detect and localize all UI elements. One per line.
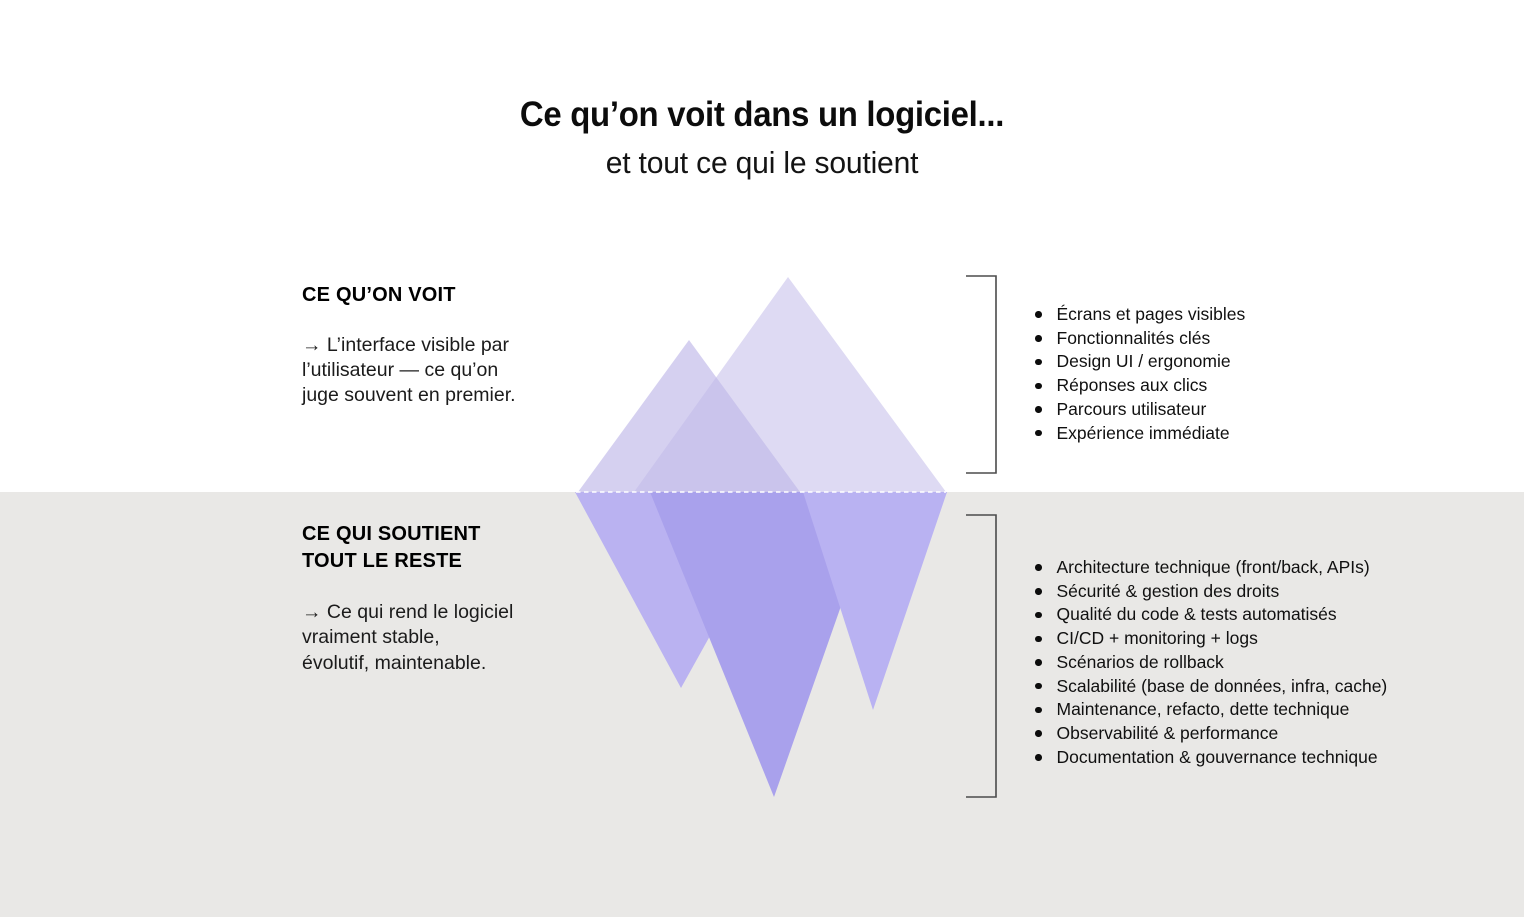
list-item: Qualité du code & tests automatisés	[1032, 603, 1387, 627]
hidden-heading-line: TOUT LE RESTE	[302, 549, 463, 572]
hidden-description-line: → Ce qui rend le logiciel	[302, 601, 514, 623]
list-item: Écrans et pages visibles	[1032, 303, 1245, 327]
visible-section-heading: CE QU’ON VOIT	[302, 284, 456, 306]
list-item: Observabilité & performance	[1032, 722, 1387, 746]
list-item: Scalabilité (base de données, infra, cache)	[1032, 675, 1387, 699]
list-item: Design UI / ergonomie	[1032, 350, 1245, 374]
top-bracket	[966, 276, 996, 473]
hidden-heading-line: CE QUI SOUTIENT	[302, 523, 481, 545]
list-item: Architecture technique (front/back, APIs)	[1032, 556, 1387, 580]
list-item: Fonctionnalités clés	[1032, 327, 1245, 351]
hidden-description-line: vraiment stable,	[302, 626, 440, 649]
visible-items-list	[1032, 303, 1245, 445]
visible-description-line: juge souvent en premier.	[302, 384, 516, 407]
hidden-description-line: évolutif, maintenable.	[302, 651, 487, 674]
hidden-items-list	[1032, 556, 1387, 769]
list-item: Expérience immédiate	[1032, 422, 1245, 446]
visible-description-line: l’utilisateur — ce qu’on	[302, 358, 499, 381]
list-item: Sécurité & gestion des droits	[1032, 580, 1387, 604]
visible-section-description	[302, 333, 570, 409]
list-item: Réponses aux clics	[1032, 374, 1245, 398]
page-title-line-1: Ce qu’on voit dans un logiciel...	[519, 95, 1005, 134]
hidden-section-heading	[302, 521, 570, 574]
hidden-section-description	[302, 600, 570, 676]
visible-description-line: → L’interface visible par	[302, 333, 510, 356]
list-item: Maintenance, refacto, dette technique	[1032, 698, 1387, 722]
list-item: Documentation & gouvernance technique	[1032, 746, 1387, 770]
page-title-line-2: et tout ce qui le soutient	[605, 145, 919, 180]
list-item: Scénarios de rollback	[1032, 651, 1387, 675]
visible-section-block	[302, 282, 570, 408]
hidden-section-block	[302, 521, 570, 676]
list-item: CI/CD + monitoring + logs	[1032, 627, 1387, 651]
list-item: Parcours utilisateur	[1032, 398, 1245, 422]
main-title	[0, 95, 1524, 181]
